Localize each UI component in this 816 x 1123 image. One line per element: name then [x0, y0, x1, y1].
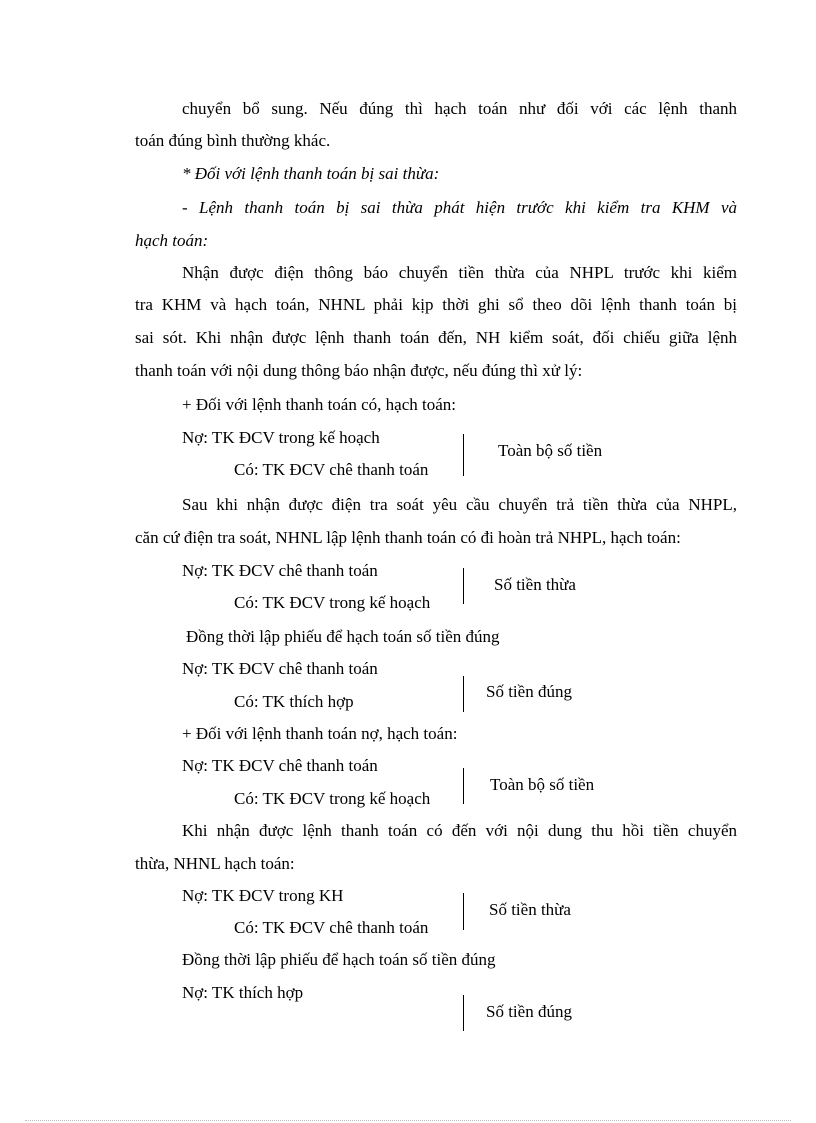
credit-entry: Có: TK ĐCV chê thanh toán [234, 918, 429, 937]
paragraph-line: sai sót. Khi nhận được lệnh thanh toán đến, NH kiểm soát, đối chiếu giữa lệnh [135, 328, 737, 347]
debit-entry: Nợ: TK thích hợp [182, 983, 304, 1002]
entry-amount: Toàn bộ số tiền [498, 441, 603, 460]
credit-entry: Có: TK thích hợp [234, 692, 354, 711]
entry-bracket [463, 434, 464, 476]
entry-amount: Số tiền đúng [486, 1002, 572, 1021]
entry-amount: Số tiền thừa [489, 900, 571, 919]
paragraph-line: Nhận được điện thông báo chuyển tiền thừa của NHPL trước khi kiểm [182, 263, 737, 282]
case-heading: + Đối với lệnh thanh toán nợ, hạch toán: [182, 724, 458, 743]
debit-entry: Nợ: TK ĐCV trong KH [182, 886, 344, 905]
paragraph-line: Khi nhận được lệnh thanh toán có đến với nội dung thu hồi tiền chuyển [182, 821, 737, 840]
paragraph-line: Đồng thời lập phiếu để hạch toán số tiền đúng [186, 627, 500, 646]
page-bottom-rule [25, 1120, 791, 1121]
entry-bracket [463, 676, 464, 712]
paragraph-line: tra KHM và hạch toán, NHNL phải kịp thời ghi sổ theo dõi lệnh thanh toán bị [135, 295, 737, 314]
entry-bracket [463, 893, 464, 930]
credit-entry: Có: TK ĐCV trong kế hoạch [234, 593, 431, 612]
paragraph-line: toán đúng bình thường khác. [135, 131, 331, 150]
case-heading: + Đối với lệnh thanh toán có, hạch toán: [182, 395, 456, 414]
subsection-heading: hạch toán: [135, 231, 209, 250]
paragraph-line: Sau khi nhận được điện tra soát yêu cầu chuyển trả tiền thừa của NHPL, [182, 495, 737, 514]
paragraph-line: thanh toán với nội dung thông báo nhận được, nếu đúng thì xử lý: [135, 361, 583, 380]
section-heading: * Đối với lệnh thanh toán bị sai thừa: [182, 164, 440, 183]
subsection-heading: - Lệnh thanh toán bị sai thừa phát hiện trước khi kiểm tra KHM và [182, 198, 737, 217]
entry-bracket [463, 768, 464, 804]
credit-entry: Có: TK ĐCV chê thanh toán [234, 460, 429, 479]
paragraph-line: Đồng thời lập phiếu để hạch toán số tiền đúng [182, 950, 496, 969]
debit-entry: Nợ: TK ĐCV chê thanh toán [182, 561, 378, 580]
credit-entry: Có: TK ĐCV trong kế hoạch [234, 789, 431, 808]
paragraph-line: căn cứ điện tra soát, NHNL lập lệnh thanh toán có đi hoàn trả NHPL, hạch toán: [135, 528, 681, 547]
paragraph-line: thừa, NHNL hạch toán: [135, 854, 295, 873]
debit-entry: Nợ: TK ĐCV chê thanh toán [182, 659, 378, 678]
entry-amount: Số tiền đúng [486, 682, 572, 701]
entry-amount: Toàn bộ số tiền [490, 775, 595, 794]
debit-entry: Nợ: TK ĐCV trong kế hoạch [182, 428, 380, 447]
paragraph-line: chuyển bổ sung. Nếu đúng thì hạch toán như đối với các lệnh thanh [182, 99, 737, 118]
entry-bracket [463, 995, 464, 1031]
debit-entry: Nợ: TK ĐCV chê thanh toán [182, 756, 378, 775]
entry-amount: Số tiền thừa [494, 575, 576, 594]
entry-bracket [463, 568, 464, 604]
